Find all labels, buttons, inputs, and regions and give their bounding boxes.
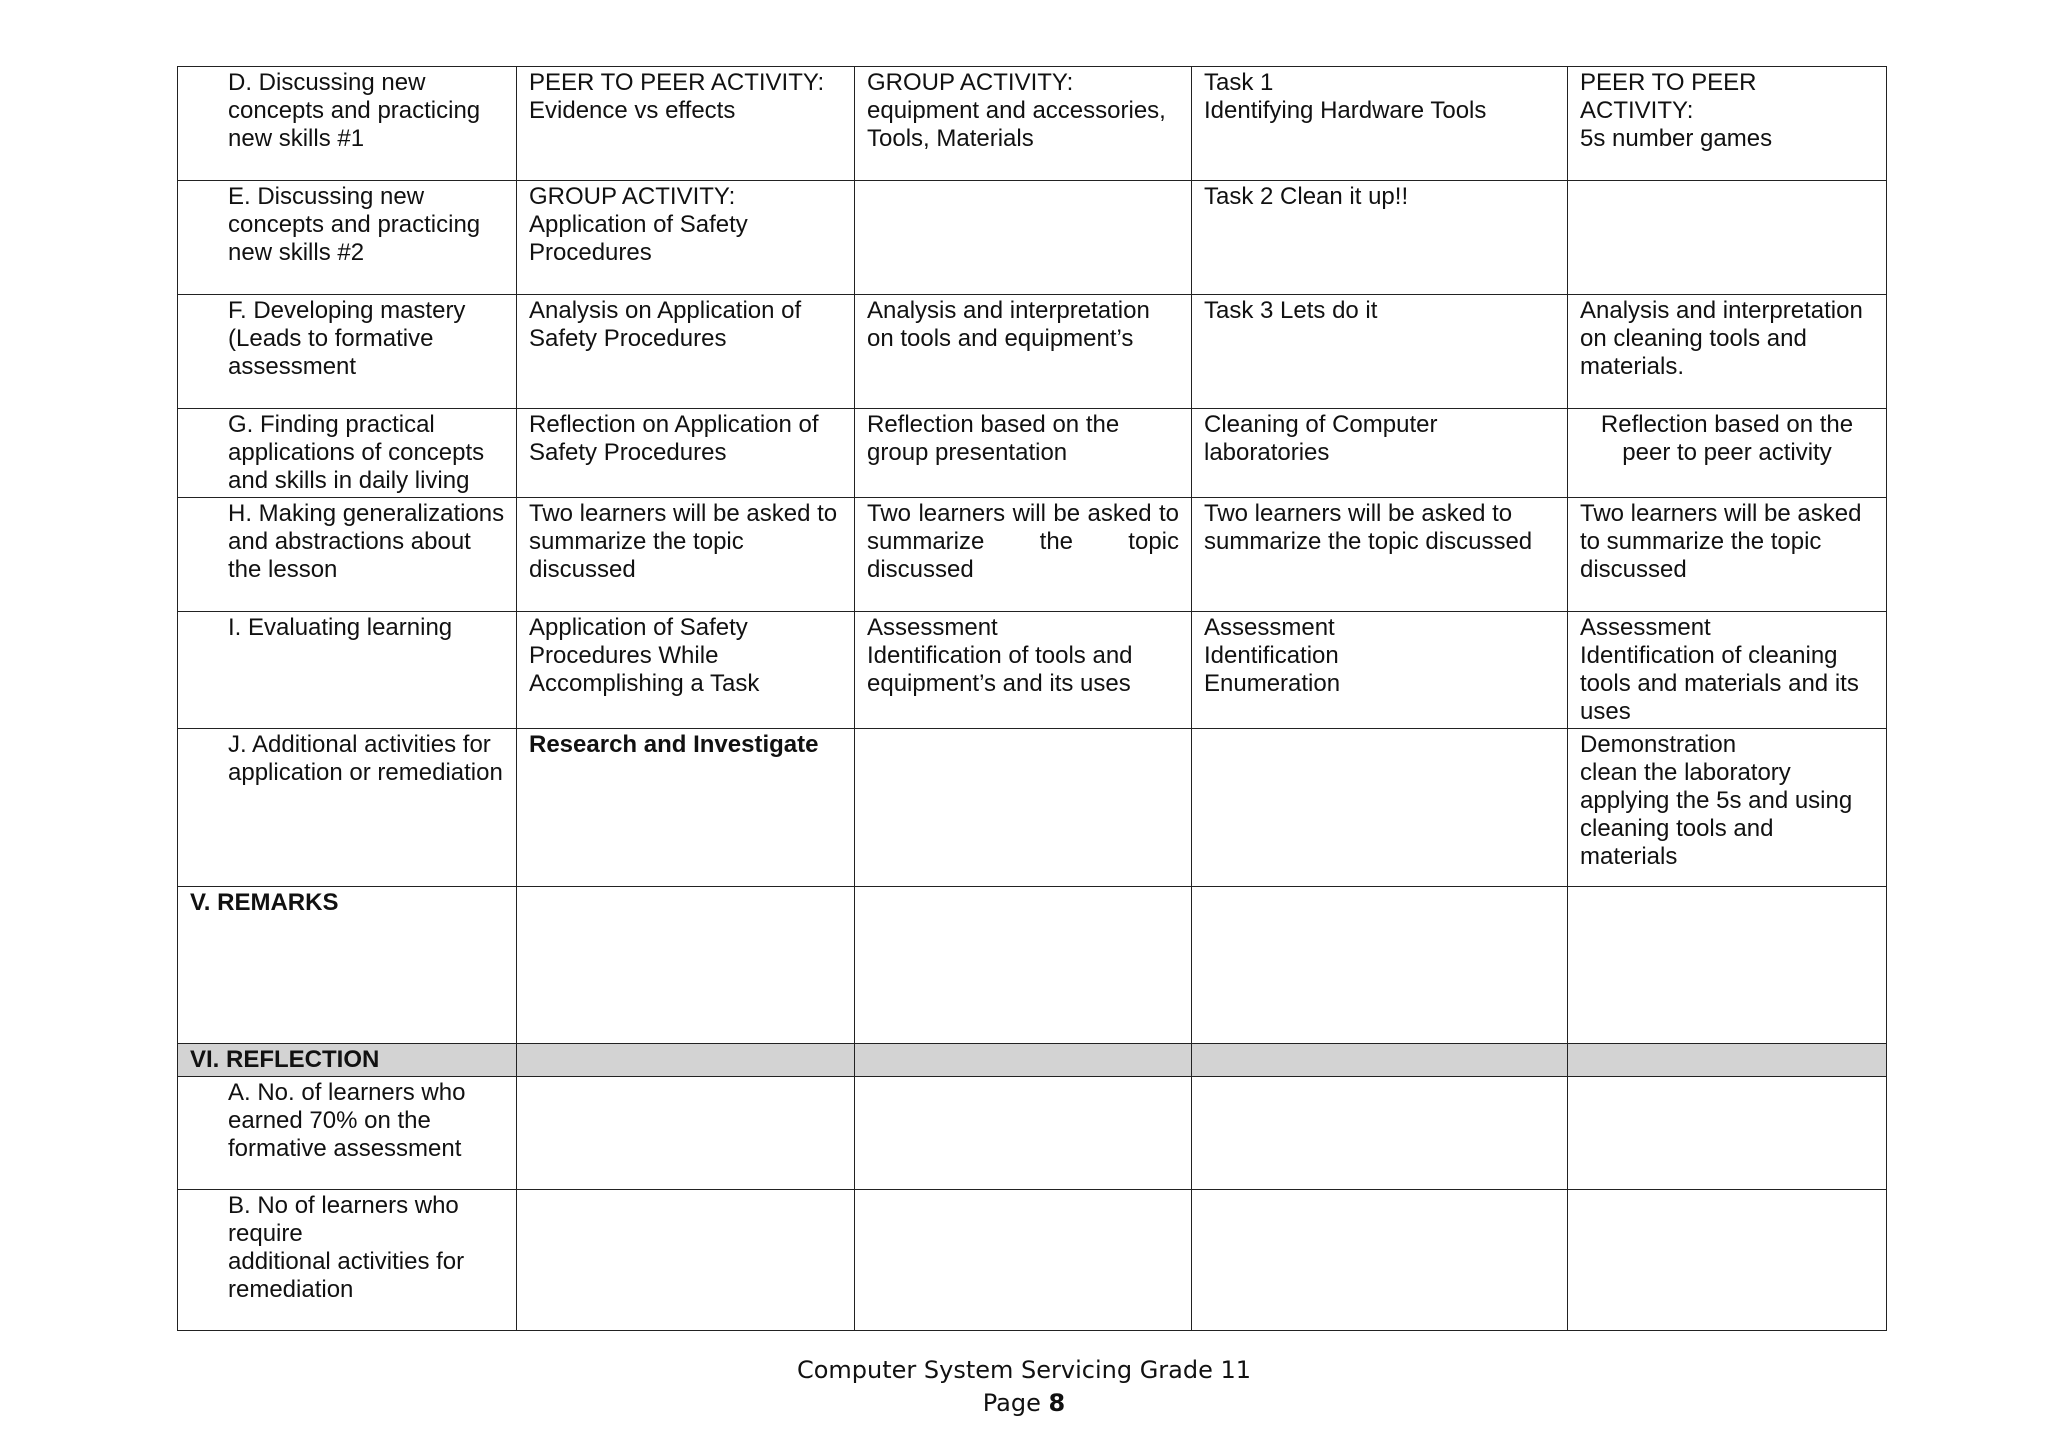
table-cell: Reflection based on the peer to peer activity: [1568, 409, 1887, 498]
table-cell: [1192, 729, 1568, 887]
table-cell: Assessment Identification of tools and equipment’s and its uses: [855, 612, 1192, 729]
table-cell: [855, 729, 1192, 887]
table-cell: [1568, 1077, 1887, 1190]
row-label: E. Discussing new concepts and practicing new skills #2: [178, 181, 517, 295]
table-cell: Task 2 Clean it up!!: [1192, 181, 1568, 295]
table-cell: [855, 181, 1192, 295]
table-cell: [855, 1044, 1192, 1077]
row-label: I. Evaluating learning: [178, 612, 517, 729]
table-cell: Reflection on Application of Safety Procedures: [517, 409, 855, 498]
table-cell: [1568, 887, 1887, 1044]
table-cell: Task 3 Lets do it: [1192, 295, 1568, 409]
reflection-heading: VI. REFLECTION: [178, 1044, 517, 1077]
footer-title: Computer System Servicing Grade 11: [796, 1356, 1252, 1384]
table-cell: [1192, 1077, 1568, 1190]
table-row: [178, 729, 1887, 887]
row-label: H. Making generalizations and abstractions about the lesson: [178, 498, 517, 612]
table-cell: [1192, 887, 1568, 1044]
table-cell: [1192, 1190, 1568, 1331]
row-label: B. No of learners who require additional activities for remediation: [178, 1190, 517, 1331]
table-cell: Analysis and interpretation on cleaning tools and materials.: [1568, 295, 1887, 409]
page-number: 8: [1048, 1389, 1066, 1417]
table-cell: Cleaning of Computer laboratories: [1192, 409, 1568, 498]
footer-page: [0, 1389, 2048, 1417]
table-cell: [1568, 181, 1887, 295]
row-label: D. Discussing new concepts and practicing new skills #1: [178, 67, 517, 181]
table-cell: Analysis on Application of Safety Procedures: [517, 295, 855, 409]
row-label: F. Developing mastery (Leads to formative assessment: [178, 295, 517, 409]
table-row: [178, 1190, 1887, 1331]
row-label: J. Additional activities for application or remediation: [178, 729, 517, 887]
table-cell: Task 1 Identifying Hardware Tools: [1192, 67, 1568, 181]
table-row: [178, 498, 1887, 612]
table-cell: Assessment Identification Enumeration: [1192, 612, 1568, 729]
lesson-plan-table: [177, 66, 1887, 1331]
table-cell: Application of Safety Procedures While Accomplishing a Task: [517, 612, 855, 729]
table-cell: GROUP ACTIVITY: equipment and accessories, Tools, Materials: [855, 67, 1192, 181]
row-label: A. No. of learners who earned 70% on the formative assessment: [178, 1077, 517, 1190]
table-cell: [1568, 1190, 1887, 1331]
table-row: [178, 67, 1887, 181]
table-cell: Demonstration clean the laboratory applying the 5s and using cleaning tools and materials: [1568, 729, 1887, 887]
row-label: G. Finding practical applications of concepts and skills in daily living: [178, 409, 517, 498]
table-cell: [855, 1077, 1192, 1190]
remarks-heading: V. REMARKS: [178, 887, 517, 1044]
table-row: [178, 1077, 1887, 1190]
table-cell: [855, 1190, 1192, 1331]
table-cell: [1192, 1044, 1568, 1077]
table-cell: Two learners will be asked to summarize the topic discussed: [855, 498, 1192, 612]
table-row: [178, 295, 1887, 409]
page-label: Page: [982, 1389, 1049, 1417]
remarks-row: [178, 887, 1887, 1044]
table-cell: PEER TO PEER ACTIVITY: Evidence vs effects: [517, 67, 855, 181]
table-cell: Research and Investigate: [517, 729, 855, 887]
table-cell: [517, 1077, 855, 1190]
table-cell: Analysis and interpretation on tools and equipment’s: [855, 295, 1192, 409]
table-cell: Two learners will be asked to summarize the topic discussed: [1192, 498, 1568, 612]
table-cell: Two learners will be asked to summarize the topic discussed: [1568, 498, 1887, 612]
table-cell: PEER TO PEER ACTIVITY: 5s number games: [1568, 67, 1887, 181]
table-cell: [855, 887, 1192, 1044]
table-cell: [517, 887, 855, 1044]
reflection-heading-row: [178, 1044, 1887, 1077]
table-cell: Reflection based on the group presentation: [855, 409, 1192, 498]
table-cell: [1568, 1044, 1887, 1077]
table-row: [178, 409, 1887, 498]
table-cell: [517, 1190, 855, 1331]
table-row: [178, 181, 1887, 295]
table-cell: Two learners will be asked to summarize the topic discussed: [517, 498, 855, 612]
table-cell: [517, 1044, 855, 1077]
table-row: [178, 612, 1887, 729]
table-cell: Assessment Identification of cleaning tools and materials and its uses: [1568, 612, 1887, 729]
table-cell: GROUP ACTIVITY: Application of Safety Procedures: [517, 181, 855, 295]
